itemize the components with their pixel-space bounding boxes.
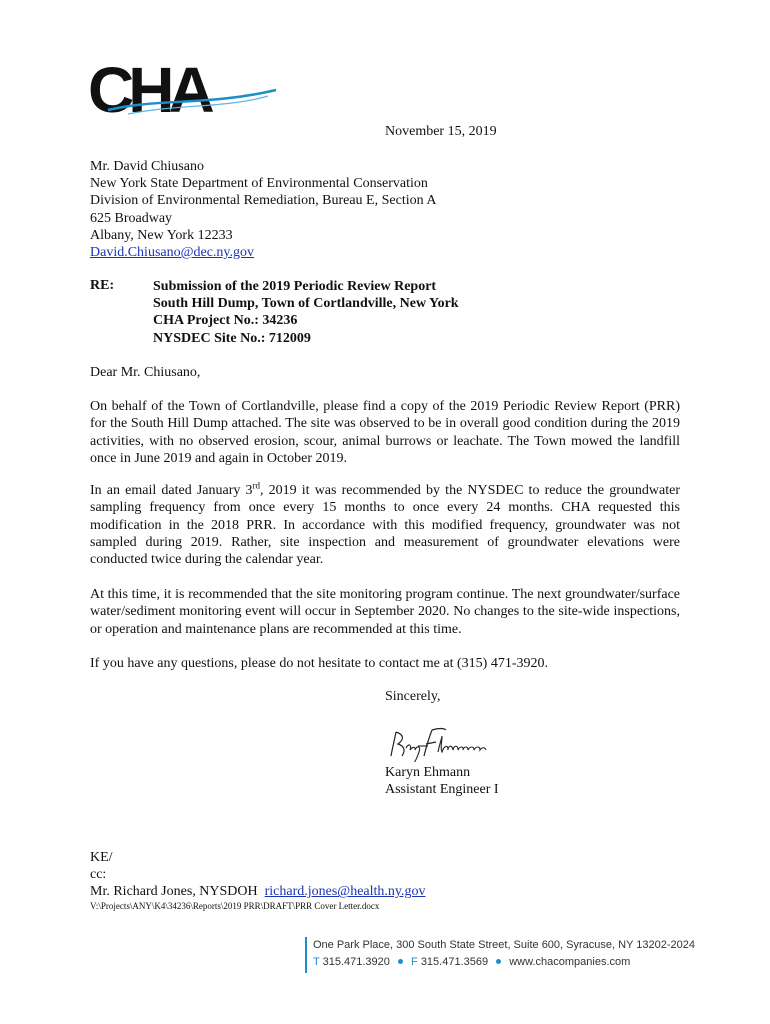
separator-dot-icon bbox=[496, 959, 501, 964]
re-line: South Hill Dump, Town of Cortlandville, New York bbox=[153, 296, 459, 312]
cc-email-link[interactable]: richard.jones@health.ny.gov bbox=[264, 884, 426, 900]
letter-date: November 15, 2019 bbox=[385, 124, 497, 139]
file-path: V:\Projects\ANY\K4\34236\Reports\2019 PRR\DRAFT\PRR Cover Letter.docx bbox=[90, 901, 380, 911]
footer-address: One Park Place, 300 South State Street, Suite 600, Syracuse, NY 13202-2024 bbox=[313, 939, 695, 951]
re-line: Submission of the 2019 Periodic Review Report bbox=[153, 279, 437, 294]
letter-footer bbox=[313, 937, 695, 971]
re-subject bbox=[153, 278, 459, 347]
cc-person: Mr. Richard Jones, NYSDOH bbox=[90, 884, 258, 900]
recipient-city: Albany, New York 12233 bbox=[90, 227, 233, 243]
recipient-street: 625 Broadway bbox=[90, 210, 173, 226]
separator-dot-icon bbox=[398, 959, 403, 964]
footer-website[interactable]: www.chacompanies.com bbox=[509, 956, 631, 968]
enclosure-block bbox=[90, 849, 426, 901]
recipient-email-link[interactable]: David.Chiusano@dec.ny.gov bbox=[90, 245, 255, 261]
recipient-division: Division of Environmental Remediation, Bureau E, Section A bbox=[90, 193, 437, 209]
closing: Sincerely, bbox=[385, 689, 441, 704]
phone-label: T bbox=[313, 956, 320, 968]
paragraph-text: In an email dated January 3 bbox=[90, 483, 253, 498]
body-paragraph bbox=[90, 482, 680, 568]
fax-label: F bbox=[411, 956, 418, 968]
recipient-org: New York State Department of Environmental Conservation bbox=[90, 176, 428, 192]
svg-text:CHA: CHA bbox=[88, 60, 209, 122]
re-label: RE: bbox=[90, 278, 115, 293]
footer-phone: 315.471.3920 bbox=[322, 956, 390, 968]
cc-label: cc: bbox=[90, 867, 107, 883]
initials: KE/ bbox=[90, 850, 113, 865]
cc-line bbox=[90, 883, 426, 900]
body-paragraph: On behalf of the Town of Cortlandville, please find a copy of the 2019 Periodic Review Report (PRR) for the South Hill Dump attached. The site was observed to be in overall good condition during the 2019 activities, with no observed erosion, scour, animal burrows or leachate. The Town mowed the landfill once in June 2019 and again in October 2019. bbox=[90, 399, 680, 466]
footer-contact bbox=[313, 954, 695, 971]
footer-fax: 315.471.3569 bbox=[420, 956, 489, 968]
footer-divider bbox=[305, 937, 307, 973]
signer-block bbox=[385, 764, 499, 798]
re-line: CHA Project No.: 34236 bbox=[153, 313, 298, 329]
body-paragraph: If you have any questions, please do not hesitate to contact me at (315) 471-3920. bbox=[90, 656, 548, 671]
signer-title: Assistant Engineer I bbox=[385, 782, 499, 798]
handwritten-signature bbox=[388, 722, 498, 762]
re-line: NYSDEC Site No.: 712009 bbox=[153, 330, 311, 346]
salutation: Dear Mr. Chiusano, bbox=[90, 365, 201, 380]
body-paragraph: At this time, it is recommended that the site monitoring program continue. The next groundwater/surface water/sediment monitoring event will occur in September 2020. No changes to the site-wide inspections, or operation and maintenance plans are recommended at this time. bbox=[90, 587, 680, 637]
ordinal-suffix: rd bbox=[252, 480, 261, 491]
signer-name: Karyn Ehmann bbox=[385, 765, 471, 780]
cha-logo bbox=[88, 60, 278, 122]
recipient-address bbox=[90, 158, 436, 261]
paragraph-text: , 2019 it was recommended by the NYSDEC to reduce the groundwater sampling frequency from once every 15 months to once every 24 months. CHA requested this modification in the 2018 PRR. In accordance with this modified frequency, groundwater was not sampled during 2019. Rather, site inspection and measurement of groundwater elevations were conducted twice during the calendar year. bbox=[90, 483, 681, 568]
recipient-name: Mr. David Chiusano bbox=[90, 159, 204, 174]
